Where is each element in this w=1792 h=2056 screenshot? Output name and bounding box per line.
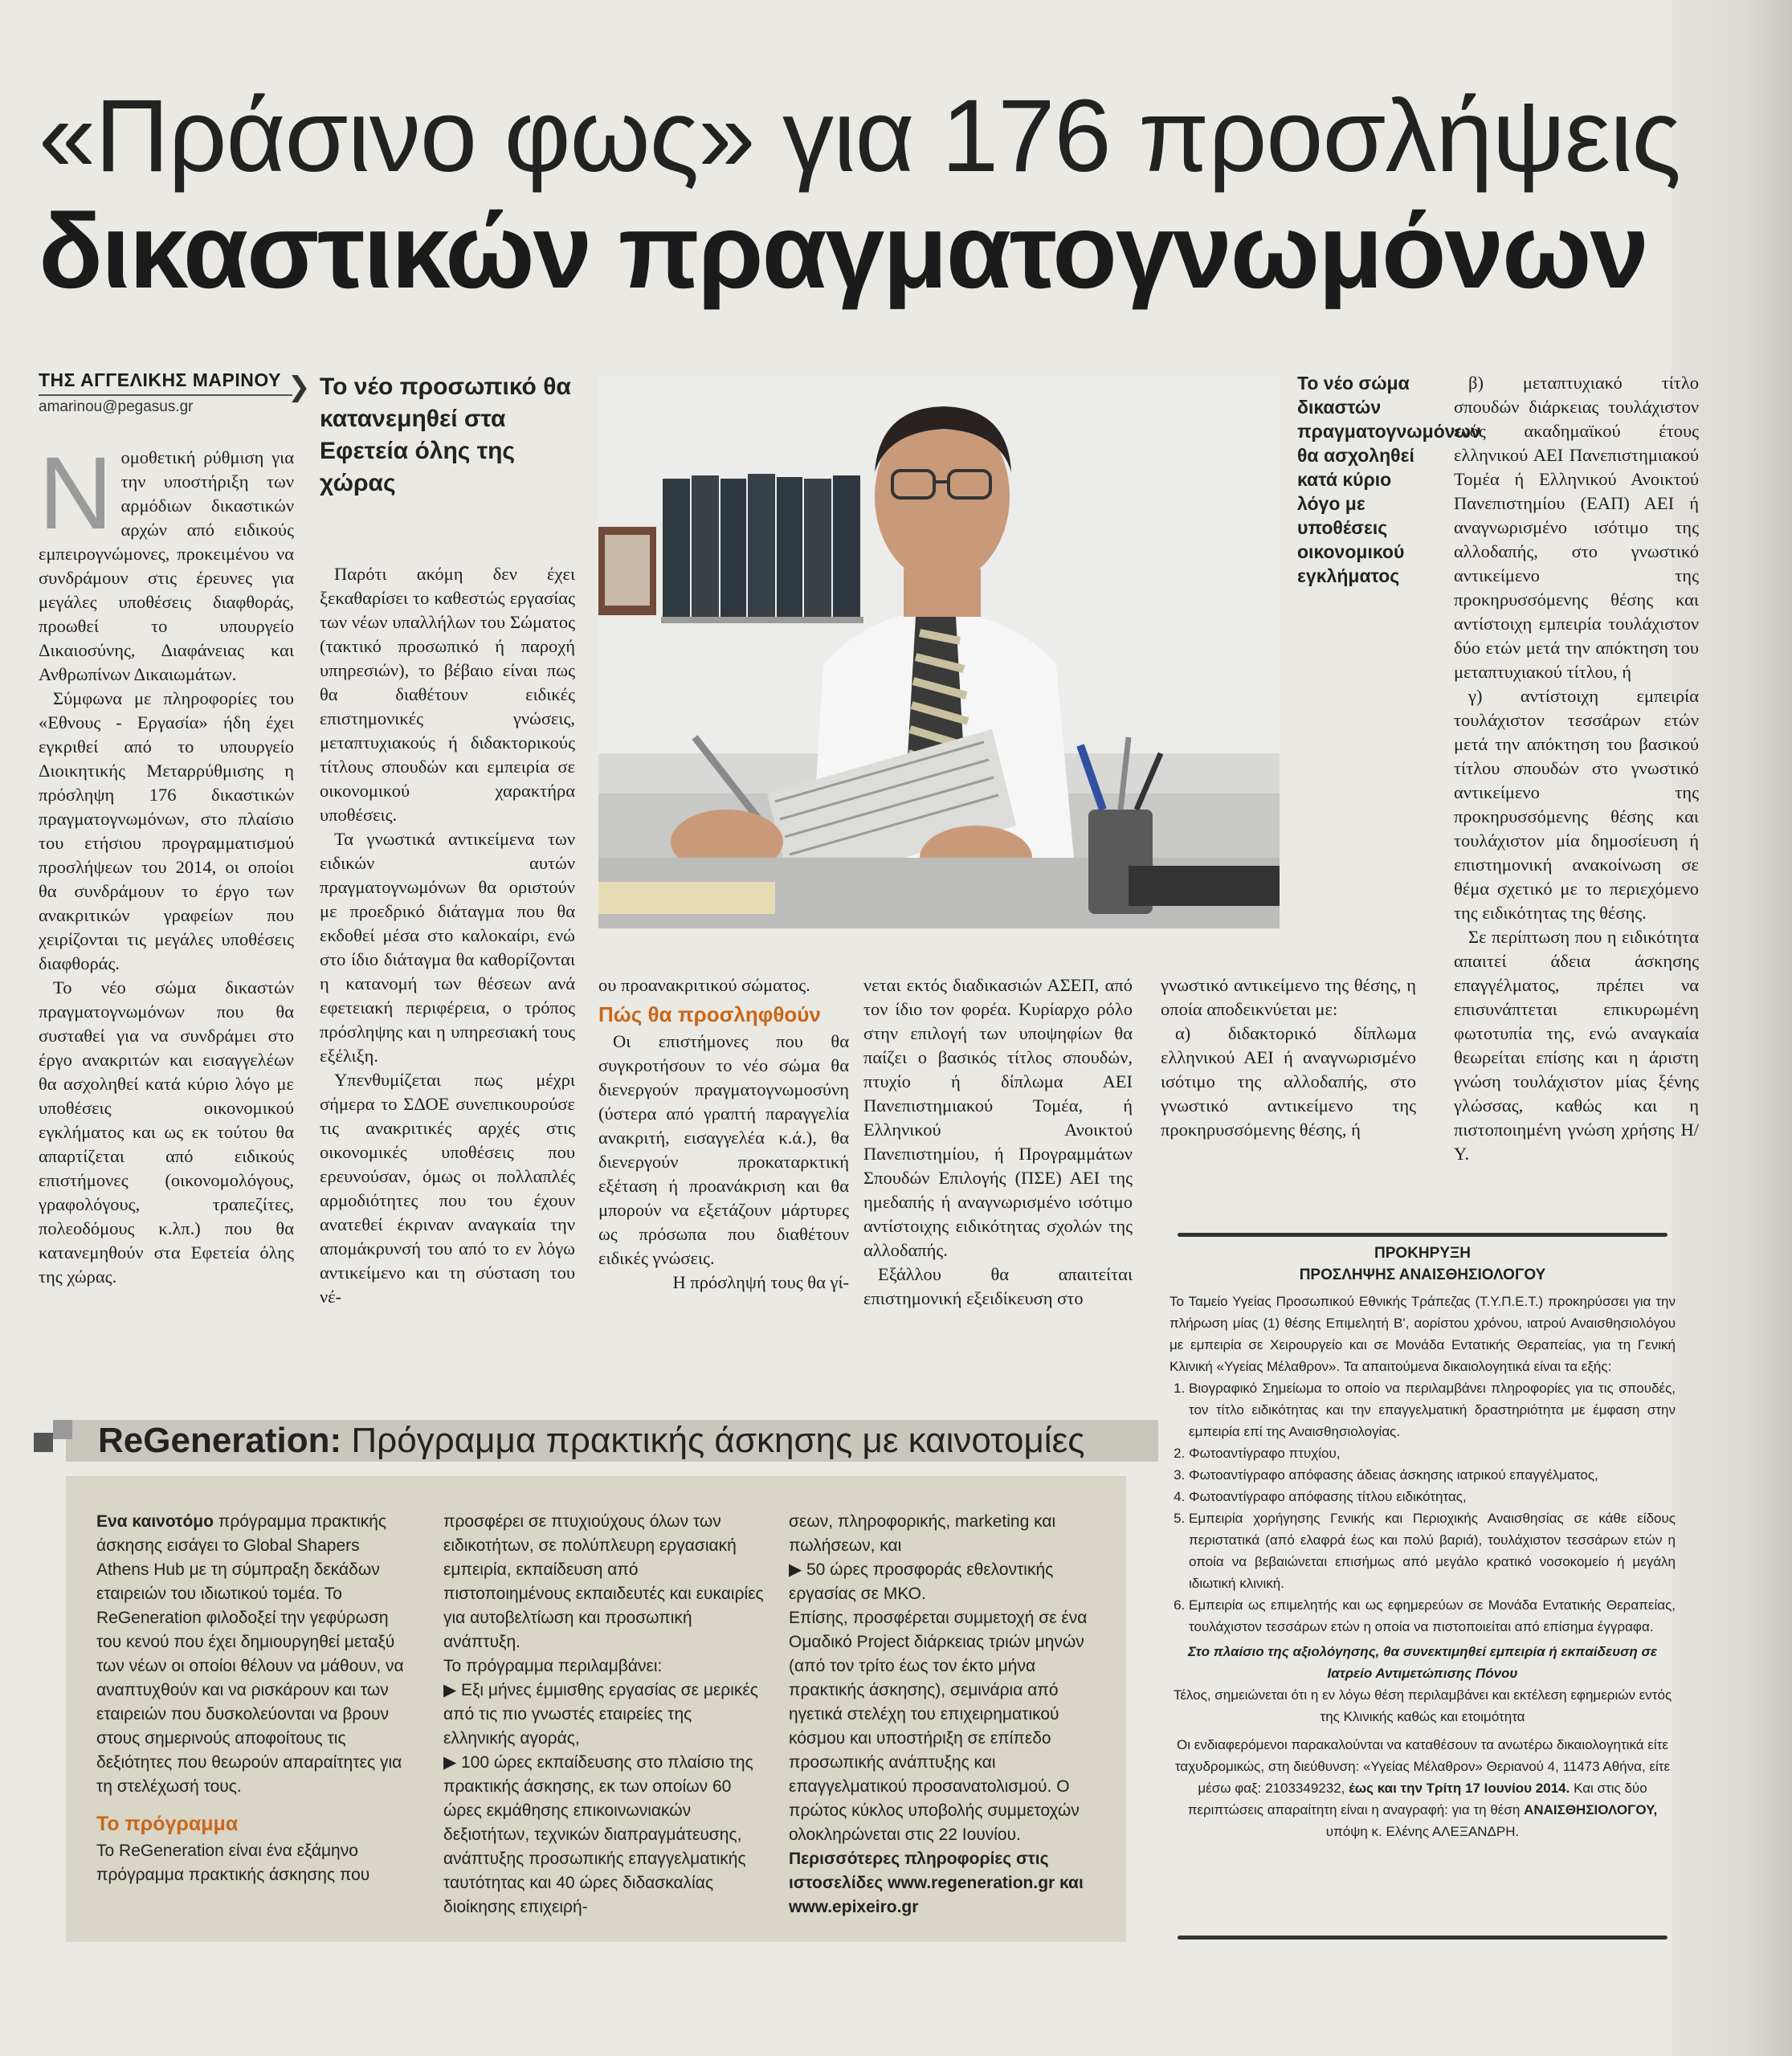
list-item: 6. Εμπειρία ως επιμελητής και ως εφημερεύων σε Μονάδα Εντατικής Θεραπείας, τουλάχιστον τεσσάρων ετών η οποία να πιστοποιείται από επίσημα έγγραφα. [1189,1594,1676,1638]
pull-quote-text: Το νέο προσωπικό θα κατανεμηθεί στα Εφετεία όλης της χώρας [320,373,571,496]
article-column-3 [598,973,849,1295]
article-paragraph: νεται εκτός διαδικασιών ΑΣΕΠ, από τον ίδιο τον φορέα. Κυρίαρχο ρόλο στην επιλογή των υποψηφίων θα παίζει ο βασικός τίτλος σπουδών, πτυχίο ή δίπλωμα ΑΕΙ Πανεπιστημιακού Τομέα, ή Ελληνικού Ανοικτού Πανεπιστημίου, ή Προγραμμάτων Σπουδών Επιλογής (ΠΣΕ) ΑΕΙ της ημεδαπής ή αναγνωρισμένο ισότιμο αντίστοιχης ειδικότητας σχολών της αλλοδαπής. [863,975,1133,1260]
regen-paragraph: σεων, πληροφορικής, marketing και πωλήσεων, και [789,1512,1056,1555]
notice-note: Τέλος, σημειώνεται ότι η εν λόγω θέση περιλαμβάνει και εκτέλεση εφημεριών εντός της Κλινικής καθώς και ετοιμότητα [1173,1687,1672,1724]
notice-heading-1: ΠΡΟΚΗΡΥΞΗ [1374,1245,1471,1262]
regeneration-title-bold: ReGeneration: [98,1421,342,1460]
regen-bullet: ▶ 100 ώρες εκπαίδευσης στο πλαίσιο της πρακτικής άσκησης, εκ των οποίων 60 ώρες εκμάθησης επικοινωνιακών δεξιοτήτων, τεχνικών διαπραγμάτευσης, ανάπτυξης προσωπικής επαγγελματικής ταυτότητας και 40 ώρες διδασκαλίας διοίκησης επιχειρή- [443,1753,753,1916]
notice-closing-3: υπόψη κ. Ελένης ΑΛΕΞΑΝΔΡΗ. [1325,1824,1520,1839]
regeneration-title-rest: Πρόγραμμα πρακτικής άσκησης με καινοτομίες [341,1421,1085,1460]
byline-email: amarinou@pegasus.gr [39,398,194,415]
article-column-5 [1161,973,1416,1142]
headline-line-2: δικαστικών πραγματογνωμόνων [39,192,1647,310]
article-paragraph: β) μεταπτυχιακό τίτλο σπουδών διάρκειας τουλάχιστον ενός ακαδημαϊκού έτους ελληνικού ΑΕΙ Πανεπιστημιακού Τομέα ή Ελληνικού Ανοικτού Πανεπιστημίου (ΕΑΠ) ΑΕΙ ή αναγνωρισμένο ισότιμο της αλλοδαπής, στο γνωστικό αντικείμενο της προκηρυσσόμενης θέσης και αντίστοιχη εμπειρία τουλάχιστον δύο ετών μετά την απόκτηση του μεταπτυχιακού τίτλου, ή [1454,373,1699,682]
section-subhead: Πώς θα προσληφθούν [598,1002,821,1026]
job-notice [1161,1233,1684,1940]
list-item: 5. Εμπειρία χορήγησης Γενικής και Περιοχικής Αναισθησίας σε κάθε είδους περιστατικά (από ελαφρά έως και πολύ βαριά), τουλάχιστον τεσσάρων ετών η οποία να βεβαιώνεται επισήμως από μεγάλο κρατικό νοσοκομείο ή μεγάλη ιδιωτική κλινική. [1189,1507,1676,1594]
headline-line-1: «Πράσινο φως» για 176 προσλήψεις [39,79,1681,194]
regen-paragraph: Το πρόγραμμα περιλαμβάνει: [443,1657,663,1675]
notice-requirements-list [1169,1377,1676,1638]
regen-bullet: ▶ 50 ώρες προσφοράς εθελοντικής εργασίας σε ΜΚΟ. [789,1560,1054,1603]
article-paragraph: Τα γνωστικά αντικείμενα των ειδικών αυτών πραγματογνωμόνων θα οριστούν με προεδρικό διάταγμα που θα εκδοθεί μέσα στο καλοκαίρι, ενώ στο ίδιο διάταγμα θα καθορίζονται η κατανομή των θέσεων ανά εφετειακή περιφέρεια, ο τρόπος πρόσληψης και η υπηρεσιακή τους εξέλιξη. [320,829,575,1066]
article-photo [598,376,1280,928]
pull-quote [288,371,593,500]
square-icon [34,1433,53,1452]
article-paragraph: Οι επιστήμονες που θα συγκροτήσουν το νέο σώμα θα διενεργούν πραγματογνωμοσύνη (ύστερα από γραπτή παραγγελία ανακριτή, εισαγγελέα κ.ά.), θα διενεργούν προκαταρκτική εξέταση ή προανάκριση και θα μπορούν να εξετάζουν μάρτυρες ως πρόσωπα που διαθέτουν ειδικές γνώσεις. [598,1031,849,1268]
article-paragraph: α) διδακτορικό δίπλωμα ελληνικού ΑΕΙ ή αναγνωρισμένο ισότιμο της αλλοδαπής, στο γνωστικό αντικείμενο της προκηρυσσόμενης θέσης, ή [1161,1023,1416,1140]
regen-bullet: ▶ Εξι μήνες έμμισθης εργασίας σε μερικές από τις πιο γνωστές εταιρείες της ελληνικής αγοράς, [443,1681,758,1748]
byline-author: ΤΗΣ ΑΓΓΕΛΙΚΗΣ ΜΑΡΙΝΟΥ [39,369,292,396]
divider [1178,1936,1667,1940]
notice-body [1169,1291,1676,1842]
article-paragraph: Υπενθυμίζεται πως μέχρι σήμερα το ΣΔΟΕ συνεπικουρούσε τις ανακριτικές αρχές στις οικονομικές υποθέσεις που ερευνούσαν, όμως οι πολλαπλές αρμοδιότητες που του έχουν ανατεθεί έκριναν αναγκαία την απομάκρυνσή του από το εν λόγω αντικείμενο και τη σύσταση του νέ- [320,1070,575,1307]
regeneration-header [34,1420,1126,1462]
list-item: 1. Βιογραφικό Σημείωμα το οποίο να περιλαμβάνει πληροφορίες για τις σπουδές, τον τίτλο ειδικότητας και την επαγγελματική δραστηριότητα με έμφαση στην εμπειρία επί της Αναισθησιολογίας. [1189,1377,1676,1442]
article-paragraph: γ) αντίστοιχη εμπειρία τουλάχιστον τεσσάρων ετών μετά την απόκτηση του βασικού τίτλου σπουδών στο γνωστικό αντικείμενο της προκηρυσσόμενης θέσης και τουλάχιστον μία δημοσίευση ή επιστημονική ανακοίνωση σε θέμα σχετικό με το περιεχόμενο της ειδικότητας της θέσης. [1454,686,1699,923]
article-paragraph: ου προανακριτικού σώματος. [598,975,810,995]
notice-closing-2: Και στις δύο περιπτώσεις απαραίτητη είναι η αναγραφή: για τη θέση [1187,1781,1647,1817]
article-paragraph: Σύμφωνα με πληροφορίες του «Εθνους - Εργασία» ήδη έχει εγκριθεί από το υπουργείο Διοικητικής Μεταρρύθμισης η πρόσληψη 176 δικαστικών πραγματογνωμόνων, στο πλαίσιο του ετήσιου προγραμματισμού προσλήψεων του 2014, οι οποίοι θα συνδράμουν το έργο των ανακριτικών γραφείων που χειρίζονται τις μεγάλες υποθέσεις διαφθοράς. [39,688,294,973]
regeneration-title [98,1418,1084,1463]
chevron-right-icon: ❯ [288,372,311,402]
article-paragraph: Εξάλλου θα απαιτείται επιστημονική εξειδίκευση στο [863,1264,1133,1308]
article-column-4 [863,973,1133,1311]
notice-emphasis: Στο πλαίσιο της αξιολόγησης, θα συνεκτιμηθεί εμπειρία ή εκπαίδευση σε Ιατρείο Αντιμετώπισης Πόνου [1188,1644,1657,1681]
notice-heading-2: ΠΡΟΣΛΗΨΗΣ ΑΝΑΙΣΘΗΣΙΟΛΟΓΟΥ [1299,1267,1546,1283]
article-paragraph: Παρότι ακόμη δεν έχει ξεκαθαρίσει το καθεστώς εργασίας των νέων υπαλλήλων του Σώματος (τακτικό προσωπικό ή παροχή υπηρεσιών), το βέβαιο είναι πως θα διαθέτουν ειδικές επιστημονικές γνώσεις, μεταπτυχιακούς ή διδακτορικούς τίτλους σπουδών και εμπειρία σε οικονομικού χαρακτήρα υποθέσεις. [320,564,575,825]
list-item: 3. Φωτοαντίγραφο απόφασης άδειας άσκησης ιατρικού επαγγέλματος, [1189,1464,1676,1486]
article-paragraph: Το νέο σώμα δικαστών πραγματογνωμόνων που θα συσταθεί για να συνδράμει στο έργο ανακριτών και εισαγγελέων θα ασχοληθεί κατά κύριο λόγο με υποθέσεις οικονομικού εγκλήματος και ως εκ τούτου θα απαρτίζεται από ειδικούς επιστήμονες (οικονομολόγους, γραφολόγους, τραπεζίτες, πολεοδόμους κ.λπ.) που θα κατανεμηθούν στα Εφετεία όλης της χώρας. [39,977,294,1287]
list-item: 4. Φωτοαντίγραφο απόφασης τίτλου ειδικότητας, [1189,1486,1676,1507]
regeneration-column-1 [96,1510,414,1887]
regen-paragraph: Το ReGeneration είναι ένα εξάμηνο πρόγραμμα πρακτικής άσκησης που [96,1842,370,1884]
notice-position: ΑΝΑΙΣΘΗΣΙΟΛΟΓΟΥ, [1524,1802,1658,1817]
article-column-2 [320,562,575,1309]
article-paragraph: Η πρόσληψή τους θα γί- [672,1272,849,1292]
regen-paragraph: πρόγραμμα πρακτικής άσκησης εισάγει το Global Shapers Athens Hub με τη σύμπραξη δεκάδων εταιρειών του ιδιωτικού τομέα. Το ReGeneration φιλοδοξεί την γεφύρωση του κενού που έχει δημιουργηθεί μεταξύ των νέων οι οποίοι θέλουν να μάθουν, να αναπτυχθούν και να ρισκάρουν και των εταιρειών που δυσκολεύονται να βρουν στους σημερινούς αποφοίτους τις δεξιότητες που θεωρούν απαραίτητες για τη στελέχωσή τους. [96,1512,404,1796]
side-note: Το νέο σώμα δικαστών πραγματογνωμόνων θα ασχοληθεί κατά κύριο λόγο με υποθέσεις οικονομικού εγκλήματος [1297,373,1481,586]
regen-paragraph: προσφέρει σε πτυχιούχους όλων των ειδικοτήτων, σε πολύπλευρη εργασιακή εμπειρία, εκπαίδευση από πιστοποιημένους εκπαιδευτές και ευκαιρίες για αυτοβελτίωση και προσωπική ανάπτυξη. [443,1512,764,1651]
list-item: 2. Φωτοαντίγραφο πτυχίου, [1189,1442,1676,1464]
section-subhead: Το πρόγραμμα [96,1813,239,1835]
businessman-reading-newspaper-image [598,376,1280,928]
lead-bold: Ενα καινοτόμο [96,1512,214,1531]
regen-links: Περισσότερες πληροφορίες στις ιστοσελίδες www.regeneration.gr και www.epixeiro.gr [789,1850,1084,1916]
notice-deadline: έως και την Τρίτη 17 Ιουνίου 2014. [1349,1781,1570,1796]
article-paragraph: ομοθετική ρύθμιση για την υποστήριξη των αρμόδιων δικαστικών αρχών από ειδικούς εμπειρογνώμονες, προκειμένου να συνδράμουν στις έρευνες για μεγάλες υποθέσεις διαφθοράς, προωθεί το υπουργείο Δικαιοσύνης, Διαφάνειας και Ανθρωπίνων Δικαιωμάτων. [39,447,294,684]
regen-paragraph: Επίσης, προσφέρεται συμμετοχή σε ένα Ομαδικό Project διάρκειας τριών μηνών (από τον τρίτο έως τον έκτο μήνα πρακτικής άσκησης), σεμινάρια από ηγετικά στελέχη του επιχειρηματικού κόσμου και υποστήριξη σε επίπεδο προσωπικής ανάπτυξης και επαγγελματικού προσανατολισμού. Ο πρώτος κύκλος υποβολής συμμετοχών ολοκληρώνεται στις 22 Ιουνίου. [789,1609,1088,1844]
notice-closing [1169,1734,1676,1842]
divider [1178,1233,1667,1237]
article-column-1 [39,436,294,1289]
regeneration-column-3 [789,1510,1102,1919]
notice-intro: Το Ταμείο Υγείας Προσωπικού Εθνικής Τράπεζας (Τ.Υ.Π.Ε.Τ.) προκηρύσσει για την πλήρωση μίας (1) θέσης Επιμελητή Β', αορίστου χρόνου, ιατρού Αναισθησιολόγου με εμπειρία σε Χειρουργείο και σε Μονάδα Εντατικής Θεραπείας, για τη Γενική Κλινική «Υγείας Μέλαθρον». Τα απαιτούμενα δικαιολογητικά είναι τα εξής: [1169,1294,1676,1374]
regeneration-box [66,1476,1126,1942]
article-paragraph: γνωστικό αντικείμενο της θέσης, η οποία αποδεικνύεται με: [1161,975,1416,1019]
regeneration-column-2 [443,1510,765,1919]
square-icon [53,1420,72,1439]
notice-closing-1: Οι ενδιαφερόμενοι παρακαλούνται να καταθέσουν τα ανωτέρω δικαιολογητικά είτε ταχυδρομικώς, στη διεύθυνση: «Υγείας Μέλαθρον» Θεριανού 4, 11473 Αθήνα, είτε μέσω φαξ: 2103349232, [1174,1737,1671,1796]
article-column-6 [1454,371,1699,1166]
drop-cap: Ν [39,436,113,551]
notice-heading [1161,1242,1684,1286]
article-paragraph: Σε περίπτωση που η ειδικότητα απαιτεί άδεια άσκησης επαγγέλματος, πρέπει να επισυνάπτεται επικυρωμένη φωτοτυπία της, ενώ αναγκαία θεωρείται επίσης και η άριστη γνώση τουλάχιστον μίας ξένης γλώσσας, καθώς και η πιστοποιημένη γνώση χρήσης Η/Υ. [1454,927,1699,1164]
